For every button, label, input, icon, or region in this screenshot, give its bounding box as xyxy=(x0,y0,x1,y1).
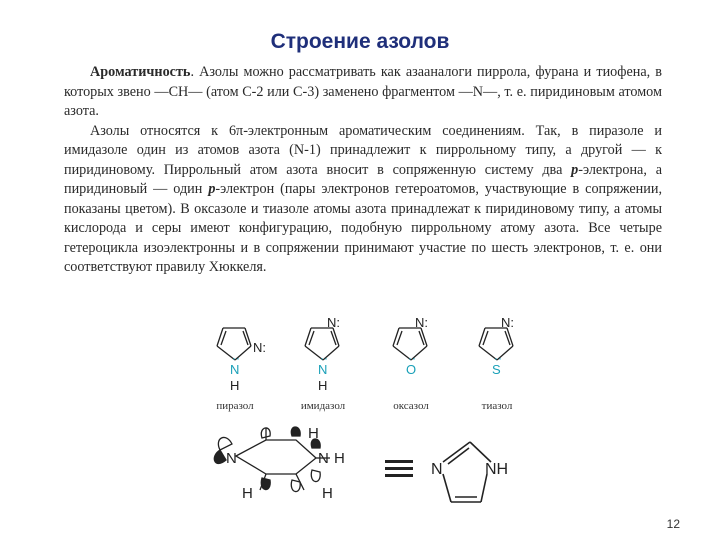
right-nitrogen-label: N: xyxy=(253,340,266,355)
imidazole-nh-right: NH xyxy=(485,461,509,478)
molecule-1 xyxy=(283,318,363,418)
equivalence-sign xyxy=(385,458,413,480)
molecule-2 xyxy=(371,318,451,418)
orbital-n-left: N xyxy=(226,450,237,467)
heteroatom-label: N xyxy=(318,362,328,377)
orbital-h-top: H xyxy=(308,425,319,442)
page-number: 12 xyxy=(666,517,680,531)
heteroatom-label: N xyxy=(230,362,240,377)
paragraph-aromaticity xyxy=(64,63,662,122)
heteroatom-label: O xyxy=(406,362,417,377)
lone-pair-dots: ·· xyxy=(320,351,328,365)
lone-pair-dots: ·· xyxy=(494,351,502,365)
molecule-0 xyxy=(195,318,275,418)
hydrogen-label: H xyxy=(318,378,328,393)
orbital-diagram xyxy=(212,418,362,518)
molecule-3 xyxy=(457,318,537,418)
paragraph-2-part-3: -электрон (пары электронов гетероатомов, участвующие в сопряжении, показаны цветом). В оксазоле и тиазоле атомы азота принадлежат к пиридиновому типу, а атомы кислорода и серы имеют конфигурацию, подобную пиррольному атому азота. Все четыре гетероцикла изоэлектронны и в сопряжении принимают участие по шесть электронов, т. е. они соответствуют правилу Хюккеля. xyxy=(64,181,663,275)
hydrogen-label: H xyxy=(230,378,240,393)
orbital-h-right: H xyxy=(334,450,345,467)
top-nitrogen-label: N: xyxy=(327,318,340,330)
heteroatom-label: S xyxy=(492,362,501,377)
orbital-h-bottom-right: H xyxy=(322,485,333,502)
molecule-structure xyxy=(457,318,537,398)
page-title: Строение азолов xyxy=(270,30,450,53)
imidazole-n-left: N xyxy=(431,461,443,478)
molecule-structure xyxy=(371,318,451,398)
top-nitrogen-label: N: xyxy=(415,318,428,330)
lone-pair-dots: ·· xyxy=(408,351,416,365)
p-symbol-1: р xyxy=(571,161,579,178)
paragraph-azoles xyxy=(64,122,662,278)
paragraph-1-text: . Азолы можно рассматривать как азааналоги пиррола, фурана и тиофена, в которых звено —CH— (атом С-2 или С-3) заменено фрагментом —N—, т. е. пиридиновым атомом азота. xyxy=(64,64,662,119)
molecule-name: тиазол xyxy=(481,400,513,412)
body-text xyxy=(64,63,662,278)
azole-structures-row xyxy=(195,318,535,418)
molecule-structure xyxy=(195,318,275,398)
molecule-name: оксазол xyxy=(393,400,429,412)
orbital-h-bottom-left: H xyxy=(242,485,253,502)
orbital-n-right: N xyxy=(318,450,329,467)
paragraph-2-part-2: -электрона, а пиридиновый — один xyxy=(64,161,662,197)
p-symbol-2: р xyxy=(208,181,216,197)
molecule-name: пиразол xyxy=(216,400,254,412)
molecule-name: имидазол xyxy=(300,400,346,412)
term-aromaticity: Ароматичность xyxy=(90,64,191,80)
imidazole-ring xyxy=(425,428,525,518)
paragraph-2-part-1: Азолы относятся к 6π-электронным ароматическим соединениям. Так, в пиразоле и имидазоле один из атомов азота (N-1) принадлежит к пиррольному типу, а другой — к пиридиновому. Пиррольный атом азота вносит в сопряженную систему два xyxy=(64,122,662,178)
top-nitrogen-label: N: xyxy=(501,318,514,330)
molecule-structure xyxy=(283,318,363,398)
lone-pair-dots: ·· xyxy=(232,351,240,365)
